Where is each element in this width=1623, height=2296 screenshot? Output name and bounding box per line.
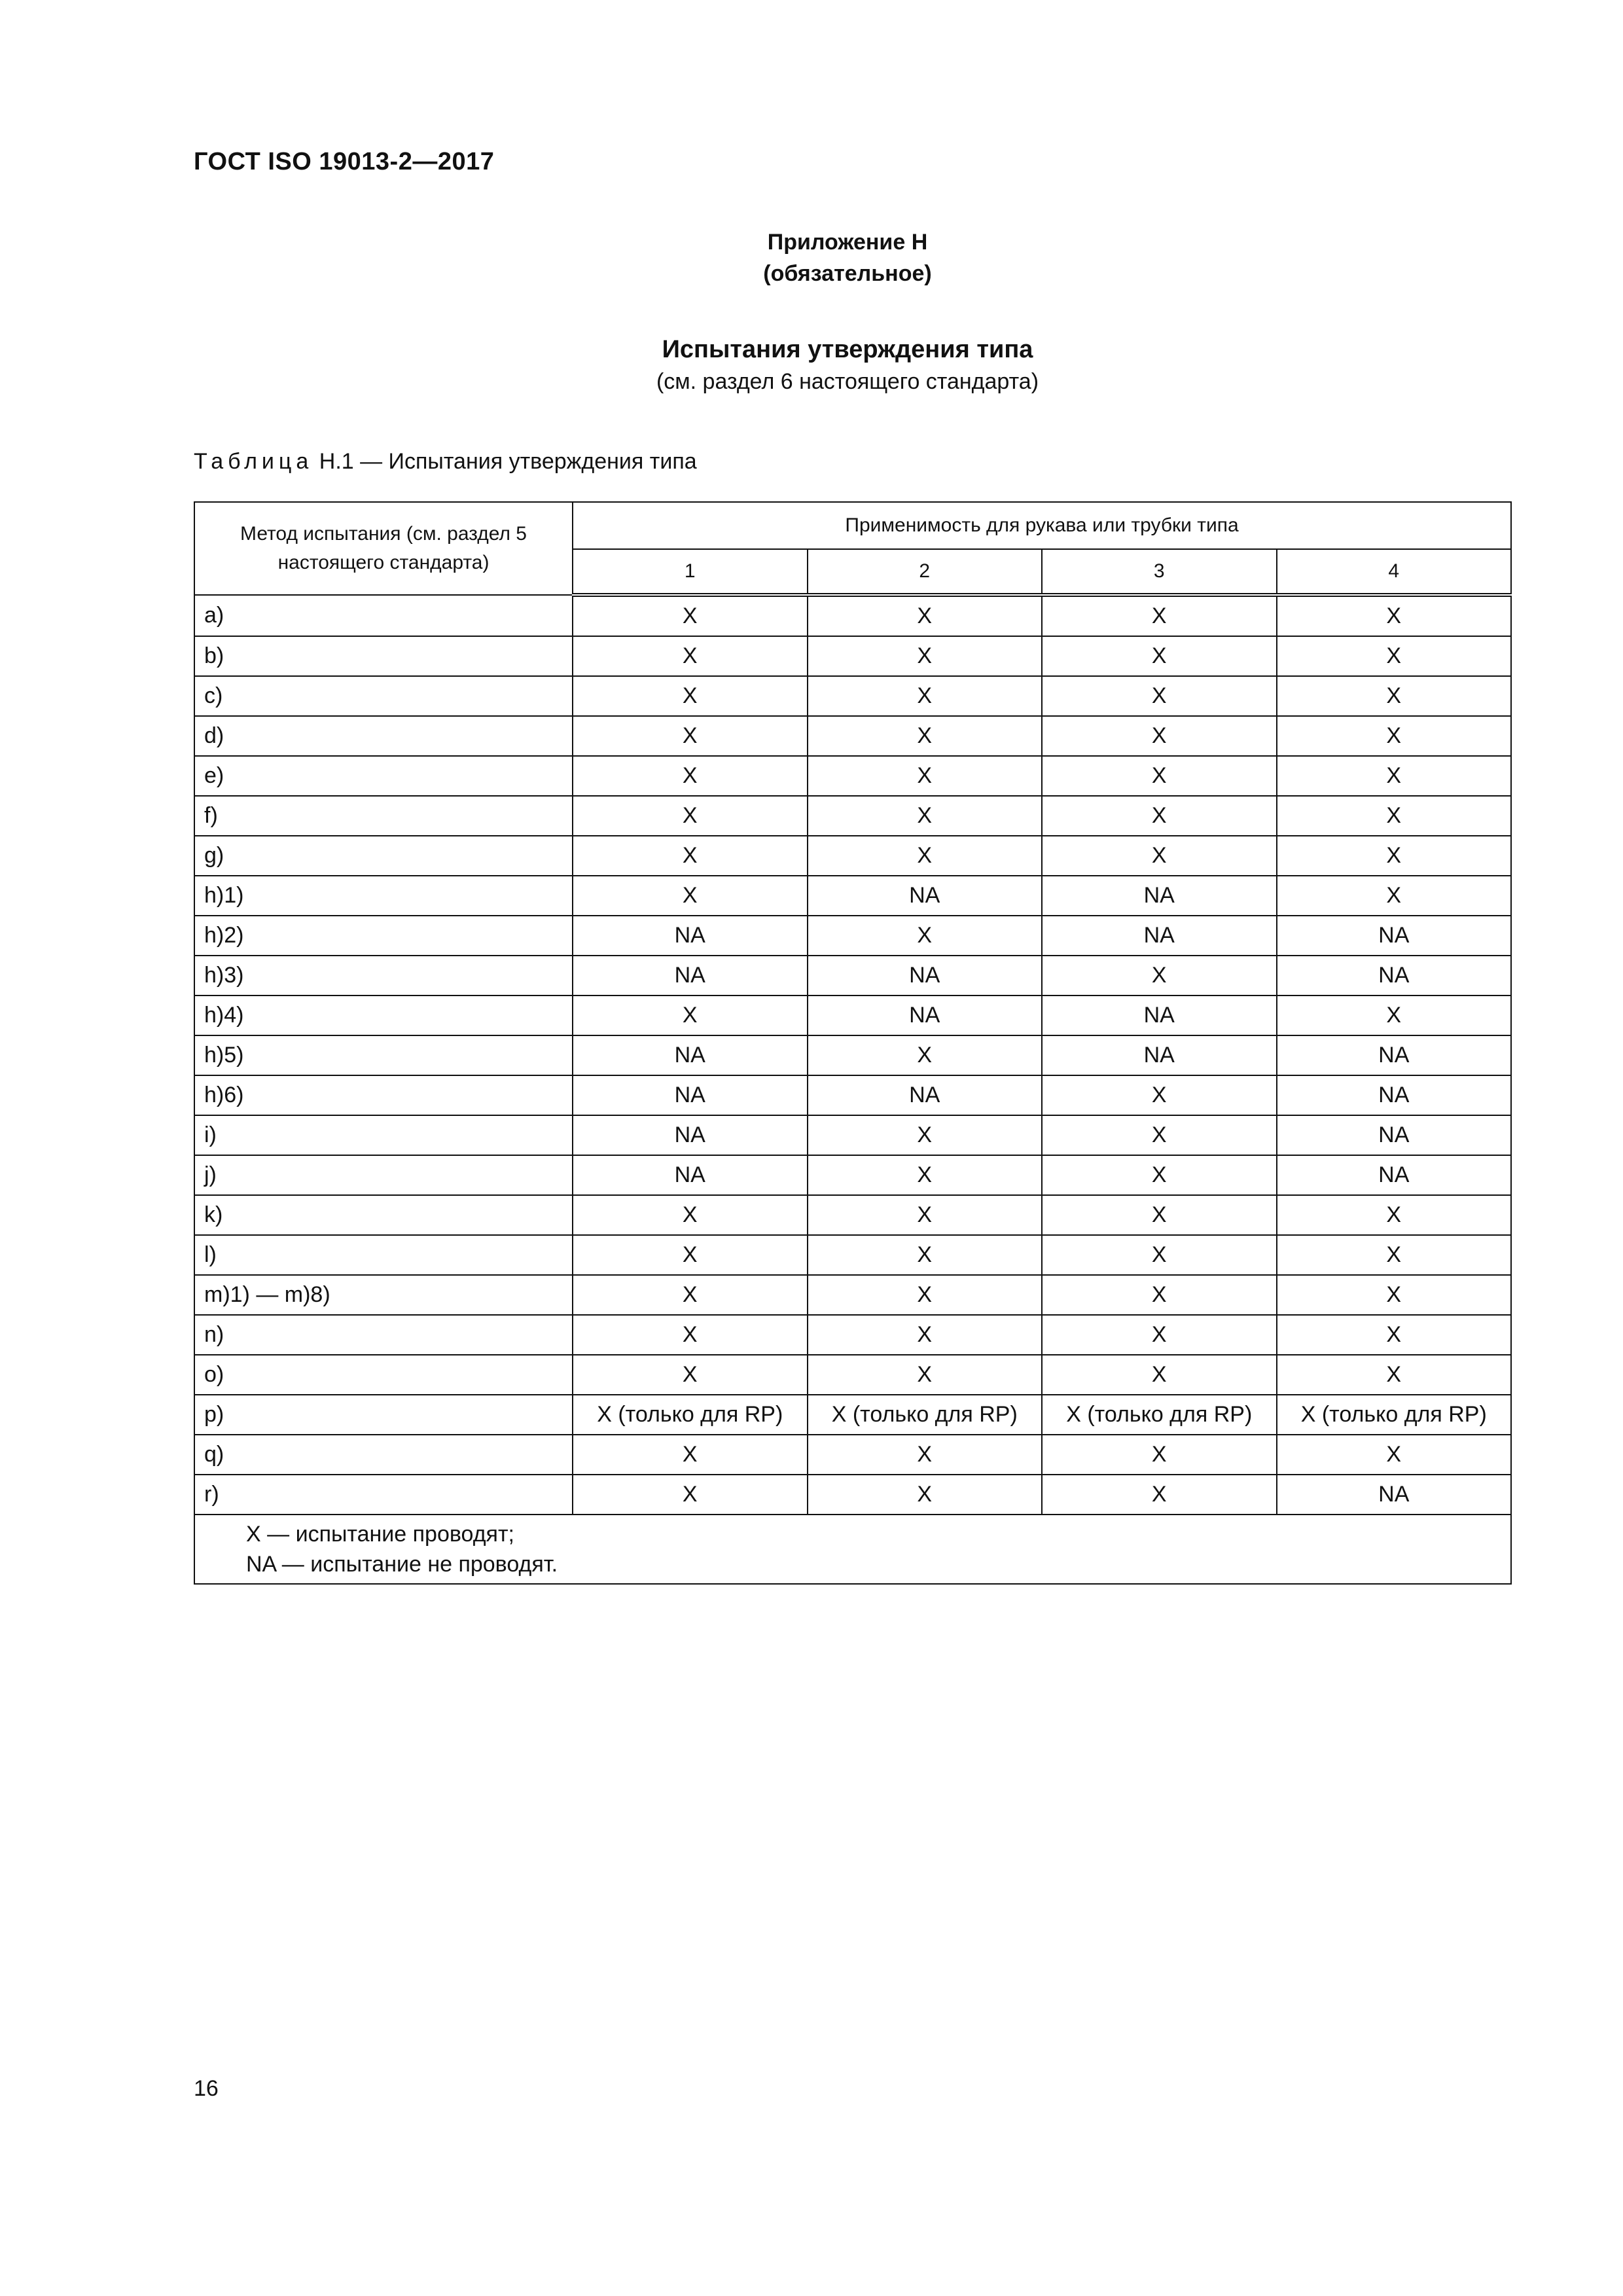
table-row [194,1115,1511,1155]
applicability-cell: X [1042,1195,1277,1235]
document-code: ГОСТ ISO 19013-2—2017 [194,148,495,175]
applicability-cell: X [573,1235,808,1275]
applicability-cell: X [808,1235,1043,1275]
applicability-cell: NA [573,1155,808,1195]
test-method-cell: h)5) [194,1035,573,1075]
column-header-type: 3 [1042,549,1277,595]
annex-title-reference: (см. раздел 6 настоящего стандарта) [656,369,1039,394]
applicability-cell: X [808,1355,1043,1395]
applicability-cell: X [1277,676,1512,716]
applicability-cell: X [808,1115,1043,1155]
applicability-cell: NA [1277,916,1512,956]
applicability-cell: X [1042,756,1277,796]
annex-heading [0,226,1623,289]
table-row [194,916,1511,956]
applicability-cell: NA [808,996,1043,1035]
applicability-cell: X [573,1475,808,1515]
applicability-cell: X [1277,1355,1512,1395]
applicability-cell: NA [573,1075,808,1115]
applicability-cell: X [1042,716,1277,756]
applicability-cell: X [573,1435,808,1475]
table-row [194,1315,1511,1355]
applicability-cell: NA [808,876,1043,916]
table-row [194,1355,1511,1395]
table-row [194,756,1511,796]
applicability-cell: X [1277,756,1512,796]
test-method-cell: g) [194,836,573,876]
test-method-cell: f) [194,796,573,836]
applicability-cell: X [1277,1275,1512,1315]
table-row [194,676,1511,716]
applicability-cell: NA [1277,1155,1512,1195]
annex-label: Приложение H [767,230,928,255]
applicability-cell: X [1277,1315,1512,1355]
test-method-cell: p) [194,1395,573,1435]
applicability-cell: X [1277,595,1512,636]
table-row [194,876,1511,916]
applicability-cell: X [1277,1195,1512,1235]
applicability-cell: X [1042,956,1277,996]
legend-item: X — испытание проводят; [246,1522,514,1547]
applicability-cell: NA [573,1035,808,1075]
applicability-cell: X [1042,1355,1277,1395]
applicability-cell: X [1277,796,1512,836]
applicability-cell: X [808,716,1043,756]
table-row [194,836,1511,876]
test-method-cell: h)3) [194,956,573,996]
applicability-cell: X [1042,1155,1277,1195]
applicability-cell: X (только для RP) [1277,1395,1512,1435]
applicability-cell: X [1042,1235,1277,1275]
applicability-cell: X [573,676,808,716]
column-header-applicability: Применимость для рукава или трубки типа [573,502,1511,549]
applicability-cell: NA [573,916,808,956]
annex-status: (обязательное) [763,261,932,286]
applicability-cell: X [808,916,1043,956]
table-legend [194,1515,1511,1584]
applicability-cell: X [573,1315,808,1355]
applicability-cell: X [808,1195,1043,1235]
applicability-cell: NA [1042,1035,1277,1075]
applicability-cell: NA [808,1075,1043,1115]
table-row [194,636,1511,676]
applicability-cell: X [1042,1115,1277,1155]
table-row [194,716,1511,756]
applicability-cell: X [808,1475,1043,1515]
table-row [194,1155,1511,1195]
applicability-cell: X [808,1035,1043,1075]
applicability-cell: X [808,1155,1043,1195]
applicability-cell: X (только для RP) [1042,1395,1277,1435]
table-row [194,1275,1511,1315]
applicability-cell: NA [1042,996,1277,1035]
test-method-cell: c) [194,676,573,716]
table-row [194,1475,1511,1515]
test-method-cell: a) [194,595,573,636]
table-row [194,1035,1511,1075]
applicability-cell: X [808,676,1043,716]
column-header-method: Метод испытания (см. раздел 5 настоящего стандарта) [194,502,573,595]
page-number: 16 [194,2076,219,2101]
table-caption [194,449,697,475]
applicability-cell: NA [1277,1035,1512,1075]
applicability-cell: NA [1277,1115,1512,1155]
applicability-cell: X [1042,1475,1277,1515]
test-method-cell: h)4) [194,996,573,1035]
applicability-cell: X [1042,1315,1277,1355]
table-row [194,1075,1511,1115]
applicability-cell: NA [573,1115,808,1155]
applicability-cell: NA [1042,916,1277,956]
applicability-cell: X [573,996,808,1035]
column-header-type: 1 [573,549,808,595]
applicability-cell: X [573,1275,808,1315]
applicability-cell: X [573,836,808,876]
applicability-cell: X [573,876,808,916]
applicability-cell: X [808,595,1043,636]
applicability-cell: X [1042,636,1277,676]
applicability-cell: X [808,1435,1043,1475]
applicability-cell: NA [808,956,1043,996]
applicability-cell: NA [1277,956,1512,996]
applicability-cell: X [1277,636,1512,676]
test-method-cell: l) [194,1235,573,1275]
table-row [194,796,1511,836]
table-row [194,1195,1511,1235]
legend-item: NA — испытание не проводят. [246,1552,558,1577]
applicability-cell: X [1042,1435,1277,1475]
applicability-cell: X [573,1195,808,1235]
test-method-cell: h)6) [194,1075,573,1115]
applicability-cell: X [1277,716,1512,756]
applicability-cell: X [1042,836,1277,876]
applicability-cell: X [573,796,808,836]
applicability-cell: X [808,836,1043,876]
table-caption-text: H.1 — Испытания утверждения типа [313,449,697,474]
applicability-cell: X [1042,1075,1277,1115]
test-method-cell: o) [194,1355,573,1395]
applicability-cell: X [573,716,808,756]
applicability-cell: X [1277,876,1512,916]
applicability-cell: X (только для RP) [808,1395,1043,1435]
annex-title-main: Испытания утверждения типа [662,336,1033,363]
applicability-cell: NA [1042,876,1277,916]
applicability-cell: X [1042,676,1277,716]
applicability-cell: X [573,1355,808,1395]
applicability-cell: X [1277,836,1512,876]
applicability-cell: X [808,756,1043,796]
applicability-cell: X [1277,1435,1512,1475]
table-row [194,956,1511,996]
test-method-cell: h)2) [194,916,573,956]
applicability-cell: X [1042,796,1277,836]
applicability-cell: X [1277,996,1512,1035]
applicability-cell: X [808,636,1043,676]
table-row [194,996,1511,1035]
type-approval-tests-table [194,501,1512,1585]
annex-title [0,332,1623,397]
table-row [194,595,1511,636]
column-header-type: 4 [1277,549,1512,595]
table-caption-prefix: Таблица [194,449,313,474]
applicability-cell: X [573,756,808,796]
test-method-cell: q) [194,1435,573,1475]
test-method-cell: i) [194,1115,573,1155]
applicability-cell: X [1042,595,1277,636]
applicability-cell: X [573,595,808,636]
column-header-type: 2 [808,549,1043,595]
applicability-cell: NA [1277,1475,1512,1515]
test-method-cell: j) [194,1155,573,1195]
test-method-cell: e) [194,756,573,796]
table-row [194,1235,1511,1275]
applicability-cell: X [808,1315,1043,1355]
applicability-cell: NA [573,956,808,996]
table-row [194,1435,1511,1475]
test-method-cell: m)1) — m)8) [194,1275,573,1315]
applicability-cell: X [1277,1235,1512,1275]
applicability-cell: X [1042,1275,1277,1315]
test-method-cell: h)1) [194,876,573,916]
applicability-cell: X (только для RP) [573,1395,808,1435]
test-method-cell: d) [194,716,573,756]
test-method-cell: b) [194,636,573,676]
applicability-cell: X [573,636,808,676]
test-method-cell: r) [194,1475,573,1515]
applicability-cell: NA [1277,1075,1512,1115]
test-method-cell: n) [194,1315,573,1355]
applicability-cell: X [808,796,1043,836]
table-row [194,1395,1511,1435]
test-method-cell: k) [194,1195,573,1235]
applicability-cell: X [808,1275,1043,1315]
